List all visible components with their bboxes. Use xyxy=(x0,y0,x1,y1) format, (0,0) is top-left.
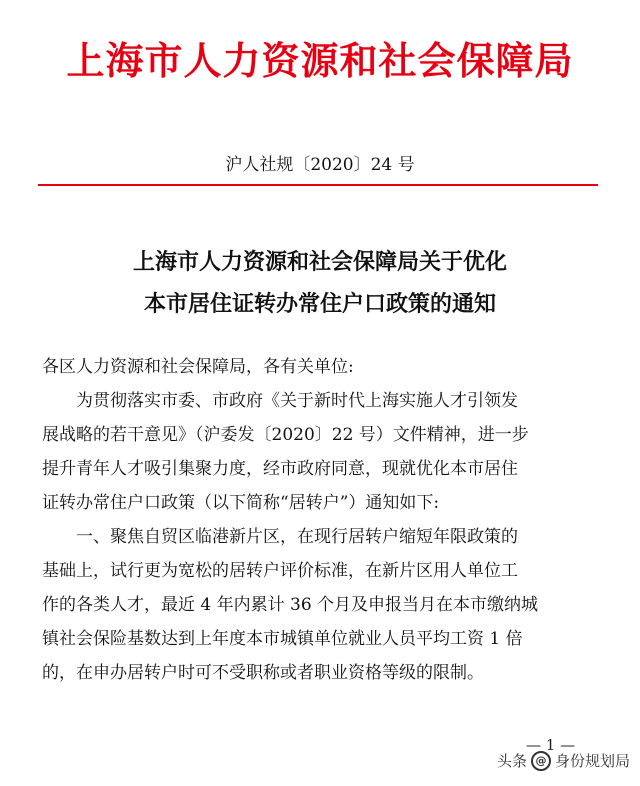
body-line: 提升青年人才吸引集聚力度，经市政府同意，现就优化本市居住 xyxy=(42,459,518,479)
document-title-line-2: 本市居住证转办常住户口政策的通知 xyxy=(143,292,496,317)
document-body xyxy=(42,350,598,690)
salutation: 各区人力资源和社会保障局，各有关单位: xyxy=(42,357,354,377)
body-line: 为贯彻落实市委、市政府《关于新时代上海实施人才引领发 xyxy=(76,391,518,411)
body-line: 一、聚焦自贸区临港新片区，在现行居转户缩短年限政策的 xyxy=(76,527,518,547)
body-line: 展战略的若干意见》（沪委发〔2020〕22 号）文件精神，进一步 xyxy=(42,425,529,445)
issuing-organization-header: 上海市人力资源和社会保障局 xyxy=(66,38,574,83)
watermark-account-name: 身份规划局 xyxy=(554,752,630,770)
body-line: 镇社会保险基数达到上年度本市城镇单位就业人员平均工资 1 倍 xyxy=(42,629,523,649)
document-number: 沪人社规〔2020〕24 号 xyxy=(225,155,415,175)
at-sign-icon: @ xyxy=(531,751,551,771)
page-number: — 1 — xyxy=(526,736,576,754)
document-title xyxy=(0,242,640,326)
red-divider-line xyxy=(38,184,598,186)
body-line: 的，在申办居转户时可不受职称或者职业资格等级的限制。 xyxy=(42,663,484,683)
watermark-prefix: 头条 xyxy=(496,752,527,770)
body-line: 作的各类人才，最近 4 年内累计 36 个月及申报当月在本市缴纳城 xyxy=(42,595,539,615)
body-line: 基础上，试行更为宽松的居转户评价标准，在新片区用人单位工 xyxy=(42,561,518,581)
document-title-line-1: 上海市人力资源和社会保障局关于优化 xyxy=(132,250,507,275)
source-watermark xyxy=(497,750,630,771)
body-line: 证转办常住户口政策（以下简称“居转户”）通知如下: xyxy=(42,493,440,513)
